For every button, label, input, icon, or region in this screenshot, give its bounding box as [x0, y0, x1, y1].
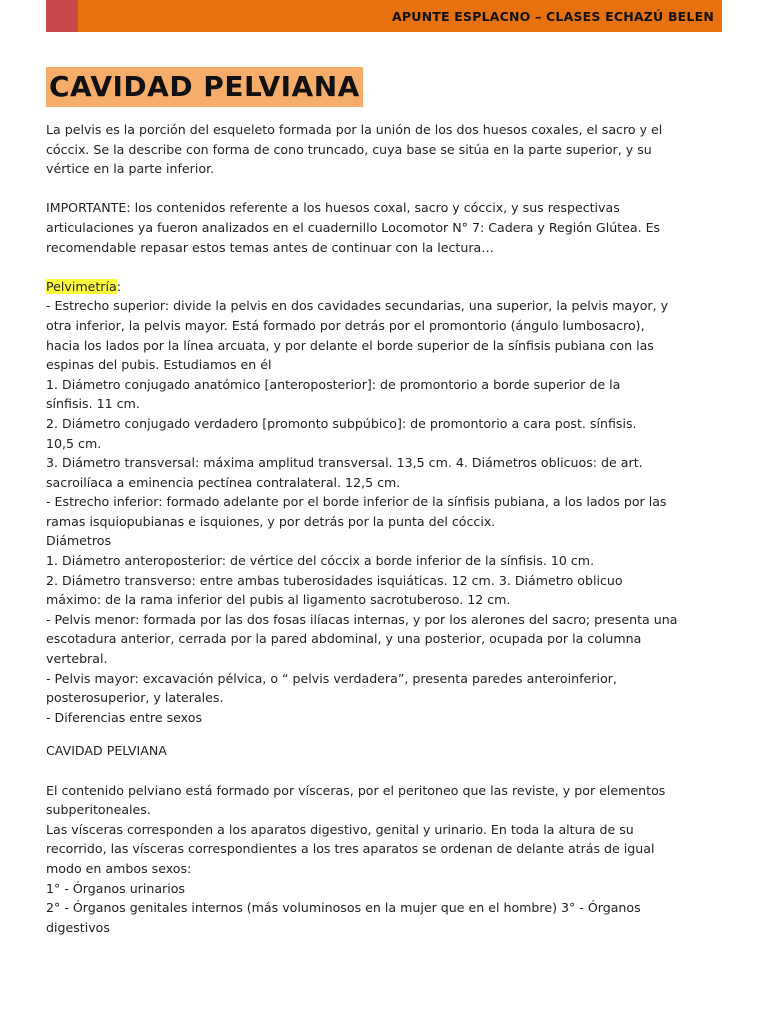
text-line: - Pelvis menor: formada por las dos fosas ilíacas internas, y por los alerones del sacro; presenta una	[46, 611, 678, 627]
pelvimetria-heading	[46, 277, 726, 297]
pelvimetria-highlight: Pelvimetría	[46, 278, 117, 294]
text-line: recorrido, las vísceras correspondientes a los tres aparatos se ordenan de delante atrás de igual	[46, 841, 655, 857]
text-line: La pelvis es la porción del esqueleto formada por la unión de los dos huesos coxales, el sacro y el	[46, 122, 663, 137]
document-body	[46, 120, 726, 937]
importante-paragraph	[46, 198, 726, 257]
text-line: escotadura anterior, cerrada por la pared abdominal, y una posterior, ocupada por la columna	[46, 631, 642, 647]
text-line: 1. Diámetro anteroposterior: de vértice del cóccix a borde inferior de la sínfisis. 10 cm.	[46, 553, 595, 569]
text-line: IMPORTANTE: los contenidos referente a los huesos coxal, sacro y cóccix, y sus respectivas	[46, 200, 620, 216]
text-line: espinas del pubis. Estudiamos en él	[46, 357, 272, 373]
text-line: hacia los lados por la línea arcuata, y por delante el borde superior de la sínfisis pubiana con las	[46, 337, 654, 353]
text-line: 1° - Órganos urinarios	[46, 880, 185, 896]
text-line: 2° - Órganos genitales internos (más voluminosos en la mujer que en el hombre) 3° - Órganos	[46, 900, 641, 916]
text-line: ramas isquiopubianas e isquiones, y por detrás por la punta del cóccix.	[46, 513, 496, 529]
pelvimetria-section	[46, 277, 726, 728]
text-line: - Pelvis mayor: excavación pélvica, o “ pelvis verdadera”, presenta paredes anteroinferior,	[46, 670, 617, 686]
text-line: sínfisis. 11 cm.	[46, 396, 140, 412]
header-title: APUNTE ESPLACNO – CLASES ECHAZÚ BELEN	[392, 8, 714, 24]
text-line: 2. Diámetro transverso: entre ambas tuberosidades isquiáticas. 12 cm. 3. Diámetro oblicuo	[46, 572, 623, 588]
text-line: - Estrecho inferior: formado adelante por el borde inferior de la sínfisis pubiana, a los lados por las	[46, 494, 667, 510]
text-line: otra inferior, la pelvis mayor. Está formado por detrás por el promontorio (ángulo lumbosacro),	[46, 317, 645, 333]
text-line: máximo: de la rama inferior del pubis al ligamento sacrotuberoso. 12 cm.	[46, 592, 511, 608]
text-line: 1. Diámetro conjugado anatómico [anteroposterior]: de promontorio a borde superior de la	[46, 376, 621, 392]
text-line: digestivos	[46, 919, 110, 935]
text-line: modo en ambos sexos:	[46, 860, 192, 876]
page-title: CAVIDAD PELVIANA	[46, 67, 363, 107]
text-line: 3. Diámetro transversal: máxima amplitud transversal. 13,5 cm. 4. Diámetros oblicuos: de art.	[46, 455, 643, 471]
text-line: posterosuperior, y laterales.	[46, 690, 224, 706]
page-header	[46, 0, 722, 32]
text-line: subperitoneales.	[46, 802, 151, 818]
text-line: vértice en la parte inferior.	[46, 161, 215, 177]
text-line: Las vísceras corresponden a los aparatos digestivo, genital y urinario. En toda la altura de su	[46, 821, 634, 837]
text-line: - Diferencias entre sexos	[46, 709, 203, 725]
text-line: 10,5 cm.	[46, 435, 102, 451]
intro-paragraph	[46, 120, 726, 179]
text-line: 2. Diámetro conjugado verdadero [promonto subpúbico]: de promontorio a cara post. sínfisis.	[46, 415, 637, 431]
text-line: sacroilíaca a eminencia pectínea contralateral. 12,5 cm.	[46, 474, 401, 490]
section-heading: CAVIDAD PELVIANA	[46, 743, 167, 759]
text-line: articulaciones ya fueron analizados en el cuadernillo Locomotor N° 7: Cadera y Región Glútea. Es	[46, 219, 661, 235]
text-line: El contenido pelviano está formado por vísceras, por el peritoneo que las reviste, y por elementos	[46, 782, 666, 798]
text-line: Diámetros	[46, 533, 112, 549]
text-line: recomendable repasar estos temas antes de continuar con la lectura…	[46, 239, 494, 255]
pelvimetria-colon: :	[116, 278, 121, 294]
header-accent-block	[46, 0, 78, 32]
text-line: - Estrecho superior: divide la pelvis en dos cavidades secundarias, una superior, la pelvis mayor, y	[46, 298, 669, 314]
text-line: cóccix. Se la describe con forma de cono truncado, cuya base se sitúa en la parte superior, y su	[46, 141, 652, 157]
contenido-paragraph	[46, 781, 726, 938]
text-line: vertebral.	[46, 651, 108, 667]
